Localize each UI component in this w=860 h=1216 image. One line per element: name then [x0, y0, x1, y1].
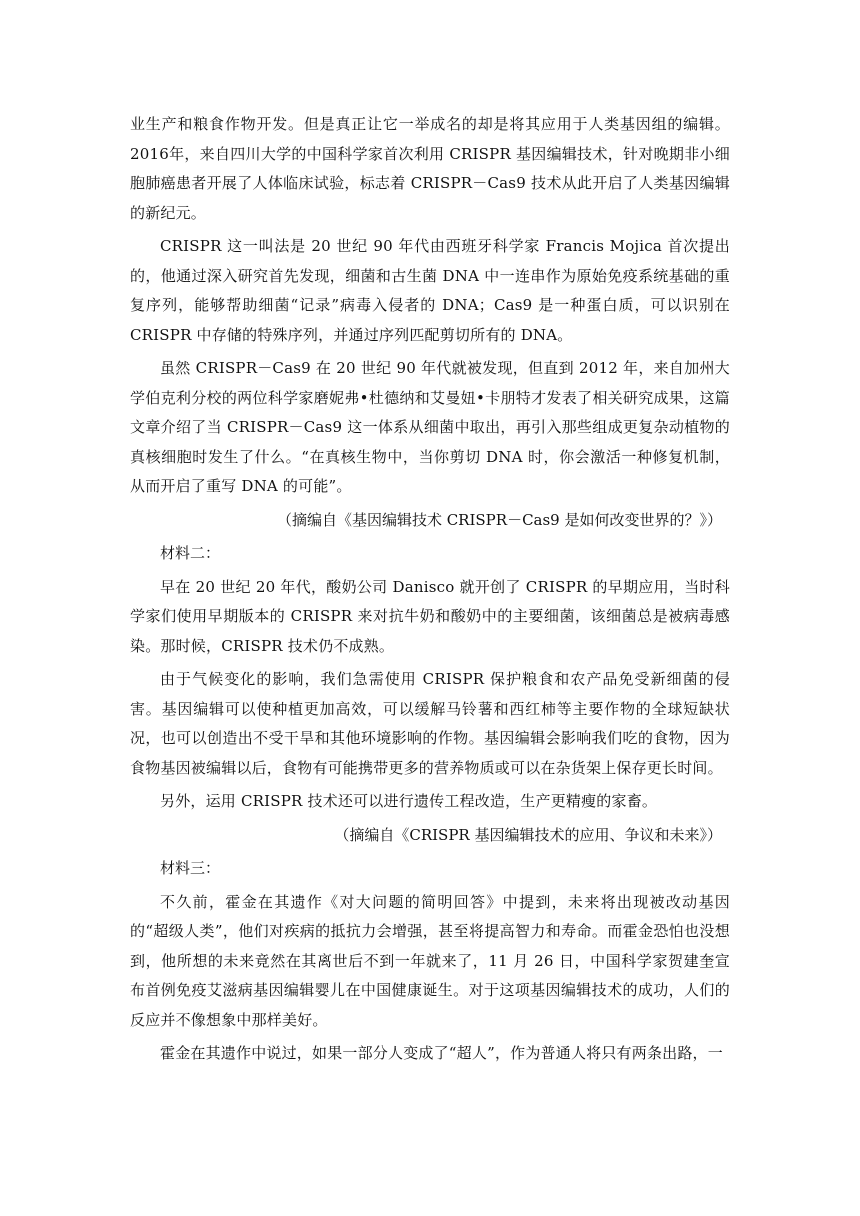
section-heading-material-2: 材料二： — [160, 544, 221, 562]
paragraph-6: 另外，运用 CRISPR 技术还可以进行遗传工程改造，生产更精瘦的家畜。 — [160, 792, 658, 810]
paragraph-8: 霍金在其遗作中说过，如果一部分人变成了“超人”，作为普通人将只有两条出路，一 — [160, 1044, 723, 1062]
paragraph-2: CRISPR 这一叫法是 20 世纪 90 年代由西班牙科学家 Francis Mojica 首次提出的，他通过深入研究首先发现，细菌和古生菌 DNA 中一连串作为原始免疫系统基础的重复序列，能够帮助细菌“记录”病毒入侵者的 DNA；Cas9 是一种蛋白质，可以识别在 CRISPR 中存储的特殊序列，并通过序列匹配剪切所有的 DNA。 — [130, 237, 730, 344]
paragraph-4: 早在 20 世纪 20 年代，酸奶公司 Danisco 就开创了 CRISPR 的早期应用，当时科学家们使用早期版本的 CRISPR 来对抗牛奶和酸奶中的主要细菌，该细菌总是被病毒感染。那时候，CRISPR 技术仍不成熟。 — [130, 577, 730, 655]
source-citation-1: （摘编自《基因编辑技术 CRISPR－Cas9 是如何改变世界的？》） — [276, 510, 722, 529]
document-page — [130, 110, 730, 1069]
paragraph-1: 业生产和粮食作物开发。但是真正让它一举成名的却是将其应用于人类基因组的编辑。2016年，来自四川大学的中国科学家首次利用 CRISPR 基因编辑技术，针对晚期非小细胞肺癌患者开展了人体临床试验，标志着 CRISPR－Cas9 技术从此开启了人类基因编辑的新纪元。 — [130, 115, 730, 222]
paragraph-3: 虽然 CRISPR－Cas9 在 20 世纪 90 年代就被发现，但直到 2012 年，来自加州大学伯克利分校的两位科学家磨妮弗•杜德纳和艾曼妞•卡朋特才发表了相关研究成果，这篇文章介绍了当 CRISPR－Cas9 这一体系从细菌中取出，再引入那些组成更复杂动植物的真核细胞时发生了什么。“在真核生物中，当你剪切 DNA 时，你会激活一种修复机制，从而开启了重写 DNA 的可能”。 — [130, 359, 730, 495]
paragraph-5: 由于气候变化的影响，我们急需使用 CRISPR 保护粮食和农产品免受新细菌的侵害。基因编辑可以使种植更加高效，可以缓解马铃薯和西红柿等主要作物的全球短缺状况，也可以创造出不受干旱和其他环境影响的作物。基因编辑会影响我们吃的食物，因为食物基因被编辑以后，食物有可能携带更多的营养物质或可以在杂货架上保存更长时间。 — [130, 670, 730, 777]
source-citation-2: （摘编自《CRISPR 基因编辑技术的应用、争议和未来》） — [334, 825, 722, 844]
paragraph-7: 不久前，霍金在其遗作《对大问题的简明回答》中提到，未来将出现被改动基因的“超级人类”，他们对疾病的抵抗力会增强，甚至将提高智力和寿命。而霍金恐怕也没想到，他所想的未来竟然在其离世后不到一年就来了，11 月 26 日，中国科学家贺建奎宣布首例免疫艾滋病基因编辑婴儿在中国健康诞生。对于这项基因编辑技术的成功，人们的反应并不像想象中那样美好。 — [130, 892, 730, 1029]
section-heading-material-3: 材料三： — [160, 859, 221, 877]
